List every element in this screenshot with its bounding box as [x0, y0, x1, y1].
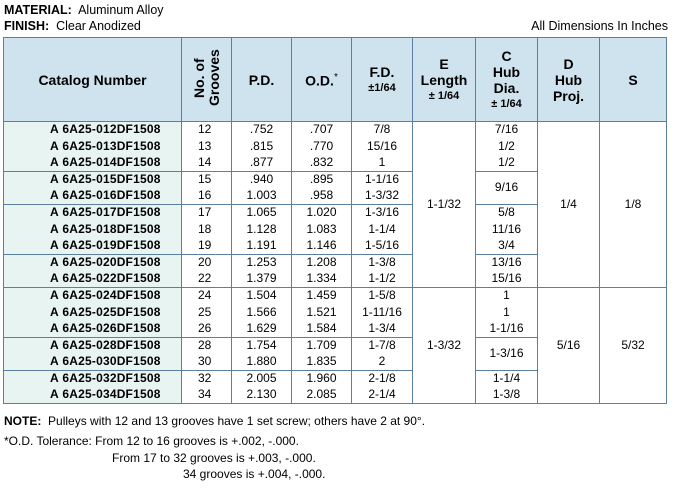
catalog-code: 6A25-030DF1508 [62, 354, 161, 369]
pd-cell: .815 [232, 138, 292, 155]
od-cell: .707 [292, 122, 352, 139]
pd-cell: 1.566 [232, 304, 292, 321]
catalog-prefix: A [49, 387, 59, 402]
catalog-code: 6A25-025DF1508 [62, 304, 161, 319]
hub-proj-cell: 5/16 [538, 287, 600, 403]
hub-dia-cell: 1 [476, 304, 538, 321]
pulley-spec-table [3, 37, 667, 404]
catalog-code: 6A25-013DF1508 [62, 138, 161, 153]
catalog-code: 6A25-017DF1508 [62, 205, 161, 220]
catalog-number-cell [4, 304, 182, 321]
catalog-number-cell [4, 155, 182, 172]
od-cell: 1.709 [292, 337, 352, 354]
od-cell: .832 [292, 155, 352, 172]
od-cell: 1.083 [292, 221, 352, 238]
material-label: MATERIAL: [4, 3, 72, 17]
catalog-number-cell [4, 188, 182, 205]
pd-cell: 1.504 [232, 287, 292, 304]
col-s: S [600, 38, 667, 122]
pd-cell: .940 [232, 171, 292, 188]
pd-cell: 1.128 [232, 221, 292, 238]
fd-cell: 2 [352, 354, 413, 371]
od-tolerance-line-1: *O.D. Tolerance: From 12 to 16 grooves is +.002, -.000. [4, 434, 299, 448]
grooves-cell: 20 [182, 254, 232, 271]
catalog-prefix: A [49, 138, 59, 153]
fd-cell: 7/8 [352, 122, 413, 139]
material-value: Aluminum Alloy [78, 3, 164, 17]
grooves-cell: 17 [182, 204, 232, 221]
fd-cell: 1-3/32 [352, 188, 413, 205]
pd-cell: 1.191 [232, 238, 292, 255]
hub-dia-cell: 15/16 [476, 271, 538, 288]
fd-cell: 1 [352, 155, 413, 172]
grooves-cell: 26 [182, 321, 232, 338]
note-text: Pulleys with 12 and 13 grooves have 1 set screw; others have 2 at 90°. [48, 414, 426, 428]
hub-proj-cell: 1/4 [538, 122, 600, 288]
fd-cell: 1-7/8 [352, 337, 413, 354]
pd-cell: .752 [232, 122, 292, 139]
catalog-prefix: A [49, 338, 59, 353]
catalog-code: 6A25-032DF1508 [62, 371, 161, 386]
hub-dia-cell: 1-1/4 [476, 370, 538, 387]
pd-cell: 1.880 [232, 354, 292, 371]
catalog-number-cell [4, 238, 182, 255]
hub-dia-cell: 1/2 [476, 155, 538, 172]
catalog-prefix: A [49, 172, 59, 187]
fd-cell: 1-1/4 [352, 221, 413, 238]
col-od: O.D.* [292, 38, 352, 122]
hub-dia-cell: 9/16 [476, 171, 538, 204]
finish-value: Clear Anodized [56, 19, 141, 33]
catalog-prefix: A [49, 122, 59, 137]
catalog-prefix: A [49, 205, 59, 220]
header-row [4, 38, 667, 122]
catalog-code: 6A25-019DF1508 [62, 237, 161, 252]
fd-cell: 1-11/16 [352, 304, 413, 321]
col-grooves: No. of Grooves [182, 38, 232, 122]
hub-dia-cell: 1/2 [476, 138, 538, 155]
od-cell: 1.835 [292, 354, 352, 371]
pd-cell: .877 [232, 155, 292, 172]
catalog-code: 6A25-020DF1508 [62, 255, 161, 270]
od-tolerance-line-3: 34 grooves is +.004, -.000. [183, 467, 326, 481]
hub-dia-cell: 1-3/8 [476, 387, 538, 404]
hub-dia-cell: 7/16 [476, 122, 538, 139]
grooves-cell: 24 [182, 287, 232, 304]
hub-dia-cell: 1-1/16 [476, 321, 538, 338]
table-row [4, 287, 667, 304]
od-cell: .895 [292, 171, 352, 188]
catalog-number-cell [4, 221, 182, 238]
od-cell: 1.020 [292, 204, 352, 221]
fd-cell: 2-1/4 [352, 387, 413, 404]
hub-dia-cell: 5/8 [476, 204, 538, 221]
grooves-cell: 15 [182, 171, 232, 188]
finish-label: FINISH: [4, 19, 50, 33]
grooves-cell: 13 [182, 138, 232, 155]
finish-line [4, 19, 141, 34]
hub-dia-cell: 1-3/16 [476, 337, 538, 370]
col-e-length: E Length ± 1/64 [413, 38, 476, 122]
catalog-number-cell [4, 387, 182, 404]
hub-dia-cell: 1 [476, 287, 538, 304]
table-row [4, 122, 667, 139]
catalog-code: 6A25-028DF1508 [62, 338, 161, 353]
catalog-number-cell [4, 354, 182, 371]
pd-cell: 2.005 [232, 370, 292, 387]
fd-cell: 1-5/8 [352, 287, 413, 304]
catalog-prefix: A [49, 154, 59, 169]
catalog-prefix: A [49, 288, 59, 303]
fd-cell: 1-1/2 [352, 271, 413, 288]
pd-cell: 1.003 [232, 188, 292, 205]
fd-cell: 1-5/16 [352, 238, 413, 255]
grooves-cell: 22 [182, 271, 232, 288]
s-cell: 5/32 [600, 287, 667, 403]
fd-cell: 1-3/4 [352, 321, 413, 338]
catalog-prefix: A [49, 188, 59, 203]
catalog-code: 6A25-026DF1508 [62, 320, 161, 335]
catalog-prefix: A [49, 271, 59, 286]
e-length-cell: 1-3/32 [413, 287, 476, 403]
od-cell: 1.334 [292, 271, 352, 288]
od-cell: .770 [292, 138, 352, 155]
fd-cell: 1-3/16 [352, 204, 413, 221]
grooves-cell: 19 [182, 238, 232, 255]
grooves-cell: 25 [182, 304, 232, 321]
catalog-number-cell [4, 171, 182, 188]
od-cell: 1.960 [292, 370, 352, 387]
grooves-cell: 18 [182, 221, 232, 238]
pd-cell: 1.065 [232, 204, 292, 221]
catalog-number-cell [4, 370, 182, 387]
catalog-code: 6A25-024DF1508 [62, 288, 161, 303]
catalog-prefix: A [49, 371, 59, 386]
grooves-cell: 12 [182, 122, 232, 139]
fd-cell: 15/16 [352, 138, 413, 155]
catalog-prefix: A [49, 237, 59, 252]
dimensions-note: All Dimensions In Inches [531, 19, 668, 33]
catalog-code: 6A25-018DF1508 [62, 221, 161, 236]
s-cell: 1/8 [600, 122, 667, 288]
od-cell: 1.146 [292, 238, 352, 255]
catalog-prefix: A [49, 320, 59, 335]
catalog-number-cell [4, 254, 182, 271]
pd-cell: 1.754 [232, 337, 292, 354]
col-c-hub-dia: C Hub Dia. ± 1/64 [476, 38, 538, 122]
grooves-cell: 34 [182, 387, 232, 404]
col-fd: F.D. ±1/64 [352, 38, 413, 122]
fd-cell: 2-1/8 [352, 370, 413, 387]
catalog-number-cell [4, 204, 182, 221]
grooves-cell: 30 [182, 354, 232, 371]
table-body [4, 122, 667, 404]
od-cell: 2.085 [292, 387, 352, 404]
hub-dia-cell: 11/16 [476, 221, 538, 238]
pd-cell: 2.130 [232, 387, 292, 404]
od-cell: 1.208 [292, 254, 352, 271]
col-d-hub-proj: D Hub Proj. [538, 38, 600, 122]
col-catalog-number: Catalog Number [4, 38, 182, 122]
pd-cell: 1.253 [232, 254, 292, 271]
od-cell: 1.459 [292, 287, 352, 304]
catalog-prefix: A [49, 304, 59, 319]
pd-cell: 1.379 [232, 271, 292, 288]
pd-cell: 1.629 [232, 321, 292, 338]
od-cell: .958 [292, 188, 352, 205]
grooves-cell: 28 [182, 337, 232, 354]
grooves-cell: 32 [182, 370, 232, 387]
catalog-number-cell [4, 321, 182, 338]
catalog-number-cell [4, 122, 182, 139]
hub-dia-cell: 13/16 [476, 254, 538, 271]
catalog-number-cell [4, 138, 182, 155]
catalog-code: 6A25-015DF1508 [62, 172, 161, 187]
col-pd: P.D. [232, 38, 292, 122]
od-cell: 1.521 [292, 304, 352, 321]
catalog-prefix: A [49, 255, 59, 270]
grooves-cell: 16 [182, 188, 232, 205]
od-tolerance-line-2: From 17 to 32 grooves is +.003, -.000. [112, 451, 316, 465]
e-length-cell: 1-1/32 [413, 122, 476, 288]
catalog-number-cell [4, 337, 182, 354]
catalog-number-cell [4, 271, 182, 288]
fd-cell: 1-1/16 [352, 171, 413, 188]
catalog-code: 6A25-016DF1508 [62, 188, 161, 203]
od-cell: 1.584 [292, 321, 352, 338]
catalog-code: 6A25-022DF1508 [62, 271, 161, 286]
catalog-number-cell [4, 287, 182, 304]
catalog-code: 6A25-012DF1508 [62, 122, 161, 137]
catalog-code: 6A25-034DF1508 [62, 387, 161, 402]
catalog-code: 6A25-014DF1508 [62, 154, 161, 169]
note-label: NOTE: [4, 414, 42, 428]
catalog-prefix: A [49, 221, 59, 236]
fd-cell: 1-3/8 [352, 254, 413, 271]
hub-dia-cell: 3/4 [476, 238, 538, 255]
set-screw-note [4, 414, 425, 428]
material-line [4, 3, 164, 18]
catalog-prefix: A [49, 354, 59, 369]
grooves-cell: 14 [182, 155, 232, 172]
